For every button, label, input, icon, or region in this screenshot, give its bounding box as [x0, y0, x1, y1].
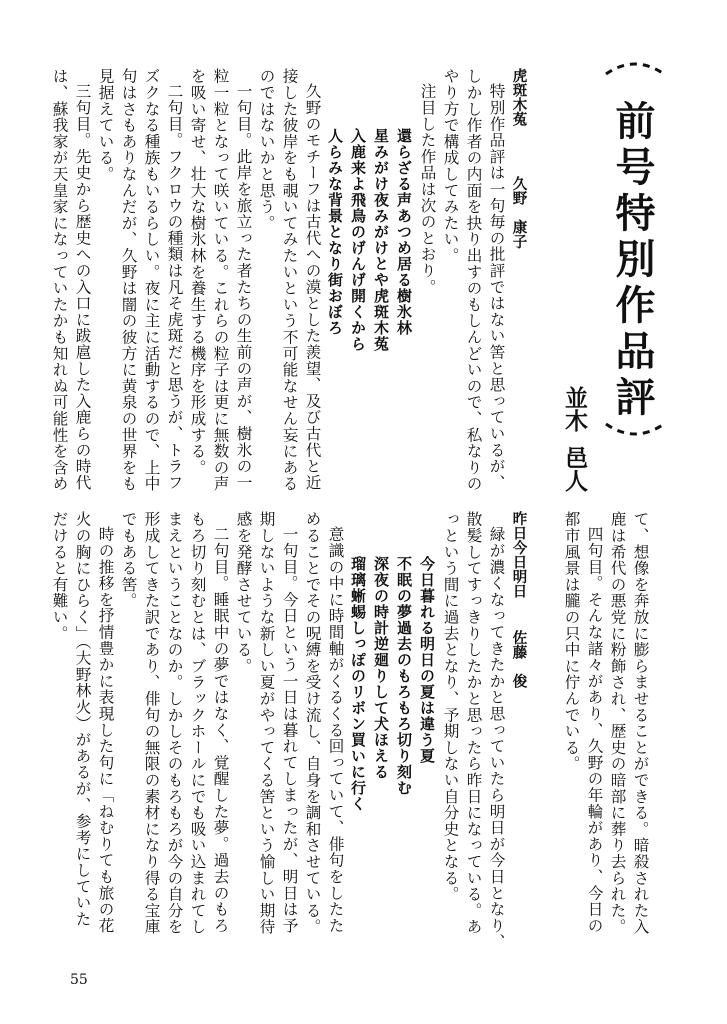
bottom-intro-line-1: 緑が濃くなってきたかと思っていたら明日が今日となり、 [487, 526, 506, 950]
top-commentary-line-7: 二句目。フクロウの種類は凡そ虎斑だと思うが、トラフ [165, 83, 184, 491]
top-commentary-line-3: のではないかと思う。 [257, 68, 276, 231]
title-bracket-bottom [606, 424, 664, 434]
top-haiku-1: 還らざる声あつめ居る樹氷林 [395, 128, 413, 336]
bottom-commentary-line-10: でもある筈。 [119, 511, 138, 609]
bottom-entry-title: 昨日今日明日 [510, 511, 527, 598]
feature-title: 前号特別作品評 [609, 100, 655, 422]
bottom-commentary-line-3: 一句目。今日という一日は暮れてしまったが、明日は予 [280, 526, 299, 934]
top-entry-title: 虎斑木菟 [510, 68, 527, 126]
bottom-commentary-line-6: 二句目。睡眠中の夢ではなく、覚醒した夢。過去のもろ [211, 526, 230, 934]
bottom-commentary-line-1: 意識の中に時間軸がくるくる回っていて、俳句をしたた [326, 526, 345, 934]
bottom-haiku-2: 不眠の夢過去のもろもろ切り刻む [395, 556, 413, 796]
reviewer-family-name: 並木 [561, 386, 587, 432]
continuation-line-2: 鹿は希代の悪党に粉飾され、歴史の暗部に葬り去られた。 [608, 511, 627, 935]
bottom-commentary-line-7: もろ切り刻むとは、ブラックホールにでも吸い込まれてし [188, 511, 207, 935]
top-commentary-line-12: は、蘇我家が天皇家になっていたかも知れぬ可能性を含め [50, 68, 69, 492]
bottom-entry-author: 佐藤 俊 [510, 630, 527, 688]
top-commentary-line-2: 接した彼岸をも覗いてみたいという不可能なせん妄にある [280, 68, 299, 492]
bottom-haiku-4: 瑠璃蜥蜴しっぽのリボン買いに行く [349, 556, 367, 812]
top-commentary-line-4: 一句目。此岸を旅立った者たちの生前の声が、樹氷の一 [234, 83, 253, 491]
top-haiku-4: 人らみな背景となり街おぼろ [326, 128, 344, 336]
bottom-commentary-line-11: 時の推移を抒情豊かに表現した句に「ねむりても旅の花 [96, 526, 115, 934]
bottom-commentary-line-9: 形成してきた訳であり、俳句の無限の素材になり得る宝庫 [142, 511, 161, 935]
top-haiku-2: 星みがけ夜みがけとや虎斑木菟 [372, 128, 390, 352]
bottom-intro-line-3: っという間に過去となり、予期しない自分史となる。 [441, 511, 460, 903]
bottom-commentary-line-8: まえということなのか。しかしそのもろもろが今の自分を [165, 511, 184, 935]
page-number: 55 [70, 972, 88, 988]
bottom-haiku-1: 今日暮れる明日の夏は違う夏 [418, 556, 436, 764]
top-commentary-line-11: 三句目。先史から歴史への入口に跋扈した入鹿らの時代 [73, 83, 92, 491]
top-intro-line-4: 注目した作品は次のとおり。 [418, 83, 437, 295]
continuation-line-3: 四句目。そんな諸々があり、久野の年輪があり、今日の [585, 526, 604, 934]
bottom-commentary-line-4: 期しないような新しい夏がやってくる筈という愉しい期待 [257, 511, 276, 935]
top-commentary-line-10: 見据えている。 [96, 68, 115, 183]
top-commentary-line-6: を吸い寄せ、壮大な樹氷林を養生する機序を形成する。 [188, 68, 207, 476]
title-bracket-top [606, 64, 664, 74]
top-commentary-line-1: 久野のモチーフは古代への漠とした羨望、及び古代と近 [303, 83, 322, 491]
top-haiku-3: 入鹿来よ飛鳥のげんげ開くから [349, 128, 367, 352]
continuation-line-4: 都市風景は朧の只中に佇んでいる。 [562, 511, 581, 772]
bottom-commentary-line-13: だけると有難い。 [50, 511, 69, 642]
top-commentary-line-5: 粒一粒となって咲いている。これらの粒子は更に無数の声 [211, 68, 230, 492]
bottom-commentary-line-12: 火の胸にひらく」（大野林火）があるが、参考にしていた [73, 511, 92, 927]
top-entry-author: 久野 康子 [510, 176, 527, 249]
bottom-intro-line-2: 散髪してすっきりしたかと思ったら昨日になっている。あ [464, 511, 483, 935]
reviewer-given-name: 邑人 [561, 446, 587, 492]
top-intro-line-3: やり方で構成してみたい。 [441, 68, 460, 264]
top-intro-line-1: 特別作品評は一句毎の批評ではない筈と思っているが、 [487, 83, 506, 491]
top-intro-line-2: しかし作者の内面を抉り出すのもしんどいので、私なりの [464, 68, 483, 492]
bottom-commentary-line-5: 感を発酵させている。 [234, 511, 253, 674]
top-commentary-line-8: ズクなる種族もいるらしい。夜に主に活動するので、上中 [142, 68, 161, 492]
continuation-line-1: て、想像を奔放に膨らませることができる。暗殺された入 [631, 511, 650, 935]
top-commentary-line-9: 句はさもありなんだが、久野は闇の彼方に黄泉の世界をも [119, 68, 138, 492]
bottom-commentary-line-2: めることでその呪縛を受け流し、自身を調和させている。 [303, 511, 322, 935]
bottom-haiku-3: 深夜の時計逆廻りして犬ほえる [372, 556, 390, 780]
